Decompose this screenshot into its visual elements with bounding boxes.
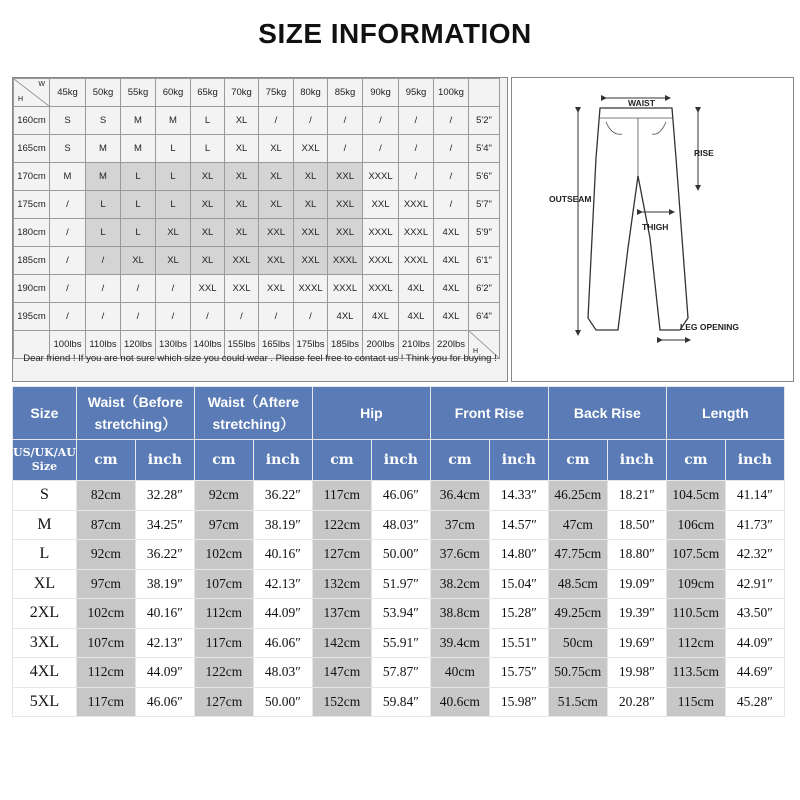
unit-cm-header: cm bbox=[194, 440, 253, 481]
height-label: 170cm bbox=[14, 163, 50, 191]
weight-lbs-header: 165lbs bbox=[259, 331, 294, 359]
size-cell: XL bbox=[156, 247, 191, 275]
height-feet-label: 5'6" bbox=[469, 163, 500, 191]
inch-value: 44.09″ bbox=[725, 628, 784, 658]
size-cell: 4XL bbox=[399, 303, 434, 331]
weight-header: 60kg bbox=[156, 79, 191, 107]
corner-height-label: H bbox=[18, 96, 24, 103]
size-cell: XL bbox=[121, 247, 156, 275]
weight-header: 100kg bbox=[434, 79, 469, 107]
cm-value: 50.75cm bbox=[548, 658, 607, 688]
height-label: 195cm bbox=[14, 303, 50, 331]
height-feet-label: 5'2" bbox=[469, 107, 500, 135]
size-cell: XXL bbox=[328, 163, 363, 191]
column-header: Length bbox=[666, 387, 784, 440]
height-label: 165cm bbox=[14, 135, 50, 163]
size-cell: XXXL bbox=[399, 219, 434, 247]
inch-value: 42.13″ bbox=[135, 628, 194, 658]
inch-value: 40.16″ bbox=[135, 599, 194, 629]
cm-value: 112cm bbox=[666, 628, 725, 658]
height-feet-label: 5'4" bbox=[469, 135, 500, 163]
weight-header: 70kg bbox=[225, 79, 259, 107]
cm-value: 46.25cm bbox=[548, 481, 607, 511]
inch-value: 36.22″ bbox=[253, 481, 312, 511]
weight-header: 65kg bbox=[191, 79, 225, 107]
size-cell: L bbox=[121, 191, 156, 219]
size-label: XL bbox=[13, 569, 77, 599]
size-cell: L bbox=[86, 219, 121, 247]
size-cell: / bbox=[294, 107, 328, 135]
matrix-blank-cell bbox=[469, 79, 500, 107]
cm-value: 102cm bbox=[194, 540, 253, 570]
size-cell: XXL bbox=[328, 191, 363, 219]
matrix-row bbox=[14, 275, 500, 303]
inch-value: 20.28″ bbox=[607, 687, 666, 717]
cm-value: 109cm bbox=[666, 569, 725, 599]
size-cell: XXL bbox=[225, 275, 259, 303]
size-cell: XXXL bbox=[363, 275, 399, 303]
size-cell: XL bbox=[225, 107, 259, 135]
size-cell: / bbox=[399, 107, 434, 135]
size-cell: M bbox=[86, 135, 121, 163]
table-row bbox=[13, 510, 785, 540]
size-cell: XXXL bbox=[294, 275, 328, 303]
weight-lbs-header: 120lbs bbox=[121, 331, 156, 359]
cm-value: 104.5cm bbox=[666, 481, 725, 511]
weight-lbs-header: 210lbs bbox=[399, 331, 434, 359]
cm-value: 107cm bbox=[76, 628, 135, 658]
inch-value: 15.98″ bbox=[489, 687, 548, 717]
height-feet-label: 5'9" bbox=[469, 219, 500, 247]
cm-value: 152cm bbox=[312, 687, 371, 717]
size-cell: / bbox=[50, 275, 86, 303]
rise-label: RISE bbox=[694, 148, 714, 158]
size-cell: S bbox=[86, 107, 121, 135]
size-cell: / bbox=[86, 275, 121, 303]
cm-value: 115cm bbox=[666, 687, 725, 717]
unit-inch-header: inch bbox=[135, 440, 194, 481]
inch-value: 42.91″ bbox=[725, 569, 784, 599]
column-header: Hip bbox=[312, 387, 430, 440]
cm-value: 102cm bbox=[76, 599, 135, 629]
size-cell: XL bbox=[259, 191, 294, 219]
inch-value: 46.06″ bbox=[135, 687, 194, 717]
height-feet-label: 5'7" bbox=[469, 191, 500, 219]
corner-weight-label: W bbox=[38, 81, 45, 88]
pants-measurement-diagram bbox=[511, 77, 794, 382]
cm-value: 97cm bbox=[76, 569, 135, 599]
size-label: 5XL bbox=[13, 687, 77, 717]
size-cell: / bbox=[328, 107, 363, 135]
thigh-label: THIGH bbox=[642, 222, 669, 232]
size-cell: XXL bbox=[294, 247, 328, 275]
size-label: 2XL bbox=[13, 599, 77, 629]
inch-value: 18.21″ bbox=[607, 481, 666, 511]
size-cell: 4XL bbox=[363, 303, 399, 331]
unit-cm-header: cm bbox=[666, 440, 725, 481]
unit-cm-header: cm bbox=[430, 440, 489, 481]
size-cell: XXL bbox=[191, 275, 225, 303]
size-cell: / bbox=[86, 247, 121, 275]
inch-value: 42.13″ bbox=[253, 569, 312, 599]
cm-value: 40cm bbox=[430, 658, 489, 688]
cm-value: 51.5cm bbox=[548, 687, 607, 717]
weight-lbs-header: 200lbs bbox=[363, 331, 399, 359]
size-cell: XL bbox=[259, 135, 294, 163]
page-title: SIZE INFORMATION bbox=[258, 18, 532, 49]
size-cell: / bbox=[294, 303, 328, 331]
weight-lbs-header: 100lbs bbox=[50, 331, 86, 359]
size-cell: M bbox=[86, 163, 121, 191]
inch-value: 15.51″ bbox=[489, 628, 548, 658]
size-cell: S bbox=[50, 107, 86, 135]
inch-value: 48.03″ bbox=[371, 510, 430, 540]
size-cell: / bbox=[434, 135, 469, 163]
size-cell: / bbox=[156, 303, 191, 331]
size-cell: XXL bbox=[294, 219, 328, 247]
size-cell: XXXL bbox=[363, 163, 399, 191]
size-cell: M bbox=[50, 163, 86, 191]
cm-value: 142cm bbox=[312, 628, 371, 658]
size-cell: XL bbox=[191, 247, 225, 275]
size-cell: L bbox=[121, 163, 156, 191]
size-cell: / bbox=[434, 107, 469, 135]
cm-value: 82cm bbox=[76, 481, 135, 511]
size-cell: 4XL bbox=[399, 275, 434, 303]
size-cell: XXL bbox=[294, 135, 328, 163]
cm-value: 113.5cm bbox=[666, 658, 725, 688]
size-cell: M bbox=[156, 107, 191, 135]
size-cell: XL bbox=[191, 191, 225, 219]
weight-header: 80kg bbox=[294, 79, 328, 107]
height-label: 180cm bbox=[14, 219, 50, 247]
cm-value: 47.75cm bbox=[548, 540, 607, 570]
unit-inch-header: inch bbox=[607, 440, 666, 481]
size-cell: XXL bbox=[328, 219, 363, 247]
weight-header: 85kg bbox=[328, 79, 363, 107]
weight-header: 45kg bbox=[50, 79, 86, 107]
size-cell: / bbox=[363, 135, 399, 163]
matrix-row bbox=[14, 163, 500, 191]
size-cell: M bbox=[121, 135, 156, 163]
weight-lbs-header: 155lbs bbox=[225, 331, 259, 359]
cm-value: 38.2cm bbox=[430, 569, 489, 599]
size-cell: / bbox=[50, 247, 86, 275]
column-header: Size bbox=[13, 387, 77, 440]
cm-value: 36.4cm bbox=[430, 481, 489, 511]
size-cell: XL bbox=[225, 163, 259, 191]
contact-note: Dear friend ! If you are not sure which size you could wear . Please feel free to contact us ! Think you for buying ! bbox=[23, 353, 497, 364]
cm-value: 48.5cm bbox=[548, 569, 607, 599]
inch-value: 41.73″ bbox=[725, 510, 784, 540]
cm-value: 47cm bbox=[548, 510, 607, 540]
table-row bbox=[13, 569, 785, 599]
cm-value: 122cm bbox=[194, 658, 253, 688]
size-cell: 4XL bbox=[434, 219, 469, 247]
cm-value: 107.5cm bbox=[666, 540, 725, 570]
size-cell: / bbox=[259, 107, 294, 135]
size-cell: S bbox=[50, 135, 86, 163]
height-label: 190cm bbox=[14, 275, 50, 303]
height-feet-label: 6'4" bbox=[469, 303, 500, 331]
size-cell: XXXL bbox=[363, 219, 399, 247]
inch-value: 32.28″ bbox=[135, 481, 194, 511]
size-cell: XXXL bbox=[399, 247, 434, 275]
inch-value: 53.94″ bbox=[371, 599, 430, 629]
size-matrix bbox=[13, 78, 500, 359]
size-table-unit-row bbox=[13, 440, 785, 481]
size-cell: 4XL bbox=[434, 247, 469, 275]
inch-value: 34.25″ bbox=[135, 510, 194, 540]
inch-value: 15.28″ bbox=[489, 599, 548, 629]
size-cell: L bbox=[156, 163, 191, 191]
matrix-row bbox=[14, 191, 500, 219]
size-label: S bbox=[13, 481, 77, 511]
size-cell: / bbox=[328, 135, 363, 163]
size-cell: XL bbox=[191, 219, 225, 247]
size-table-header-row bbox=[13, 387, 785, 440]
inch-value: 51.97″ bbox=[371, 569, 430, 599]
column-header: Waist（Before stretching） bbox=[76, 387, 194, 440]
table-row bbox=[13, 628, 785, 658]
cm-value: 132cm bbox=[312, 569, 371, 599]
size-cell: XL bbox=[156, 219, 191, 247]
weight-lbs-header: 110lbs bbox=[86, 331, 121, 359]
cm-value: 107cm bbox=[194, 569, 253, 599]
size-cell: / bbox=[50, 303, 86, 331]
unit-inch-header: inch bbox=[725, 440, 784, 481]
size-cell: XXL bbox=[259, 275, 294, 303]
size-cell: 4XL bbox=[434, 303, 469, 331]
size-cell: XL bbox=[191, 163, 225, 191]
weight-header: 90kg bbox=[363, 79, 399, 107]
size-cell: XXL bbox=[259, 219, 294, 247]
size-label: 4XL bbox=[13, 658, 77, 688]
weight-lbs-header: 175lbs bbox=[294, 331, 328, 359]
inch-value: 59.84″ bbox=[371, 687, 430, 717]
matrix-row bbox=[14, 303, 500, 331]
weight-lbs-header: 130lbs bbox=[156, 331, 191, 359]
cm-value: 92cm bbox=[76, 540, 135, 570]
inch-value: 19.98″ bbox=[607, 658, 666, 688]
unit-inch-header: inch bbox=[253, 440, 312, 481]
size-cell: / bbox=[399, 163, 434, 191]
inch-value: 18.80″ bbox=[607, 540, 666, 570]
cm-value: 112cm bbox=[76, 658, 135, 688]
size-cell: / bbox=[434, 191, 469, 219]
size-cell: XL bbox=[259, 163, 294, 191]
height-label: 185cm bbox=[14, 247, 50, 275]
size-cell: L bbox=[121, 219, 156, 247]
cm-value: 117cm bbox=[76, 687, 135, 717]
inch-value: 50.00″ bbox=[253, 687, 312, 717]
cm-value: 106cm bbox=[666, 510, 725, 540]
size-cell: XL bbox=[225, 219, 259, 247]
inch-value: 19.09″ bbox=[607, 569, 666, 599]
weight-lbs-header: 185lbs bbox=[328, 331, 363, 359]
matrix-row bbox=[14, 135, 500, 163]
matrix-header-row bbox=[14, 79, 500, 107]
inch-value: 44.09″ bbox=[253, 599, 312, 629]
cm-value: 137cm bbox=[312, 599, 371, 629]
cm-value: 49.25cm bbox=[548, 599, 607, 629]
cm-value: 127cm bbox=[312, 540, 371, 570]
size-region-header: US/UK/AU Size bbox=[13, 440, 77, 481]
size-cell: XL bbox=[225, 135, 259, 163]
inch-value: 40.16″ bbox=[253, 540, 312, 570]
size-label: M bbox=[13, 510, 77, 540]
waist-label: WAIST bbox=[628, 98, 655, 108]
inch-value: 14.33″ bbox=[489, 481, 548, 511]
size-cell: / bbox=[225, 303, 259, 331]
cm-value: 40.6cm bbox=[430, 687, 489, 717]
size-cell: / bbox=[259, 303, 294, 331]
size-cell: XXXL bbox=[363, 247, 399, 275]
corner-bottom-label: H bbox=[473, 348, 479, 355]
inch-value: 36.22″ bbox=[135, 540, 194, 570]
cm-value: 37.6cm bbox=[430, 540, 489, 570]
size-cell: / bbox=[156, 275, 191, 303]
cm-value: 87cm bbox=[76, 510, 135, 540]
cm-value: 38.8cm bbox=[430, 599, 489, 629]
weight-header: 75kg bbox=[259, 79, 294, 107]
table-row bbox=[13, 481, 785, 511]
size-cell: XL bbox=[225, 191, 259, 219]
cm-value: 92cm bbox=[194, 481, 253, 511]
size-cell: L bbox=[86, 191, 121, 219]
matrix-corner-cell bbox=[14, 79, 50, 107]
leg-opening-label: LEG OPENING bbox=[680, 322, 740, 332]
matrix-row bbox=[14, 247, 500, 275]
column-header: Waist（Aftere stretching） bbox=[194, 387, 312, 440]
size-cell: L bbox=[191, 107, 225, 135]
cm-value: 50cm bbox=[548, 628, 607, 658]
inch-value: 15.75″ bbox=[489, 658, 548, 688]
size-cell: / bbox=[434, 163, 469, 191]
size-cell: XXXL bbox=[328, 275, 363, 303]
height-label: 160cm bbox=[14, 107, 50, 135]
height-feet-label: 6'1" bbox=[469, 247, 500, 275]
size-cell: L bbox=[156, 191, 191, 219]
inch-value: 57.87″ bbox=[371, 658, 430, 688]
size-cell: XL bbox=[294, 163, 328, 191]
unit-inch-header: inch bbox=[371, 440, 430, 481]
column-header: Back Rise bbox=[548, 387, 666, 440]
inch-value: 45.28″ bbox=[725, 687, 784, 717]
height-feet-label: 6'2" bbox=[469, 275, 500, 303]
size-cell: XL bbox=[294, 191, 328, 219]
inch-value: 42.32″ bbox=[725, 540, 784, 570]
inch-value: 19.69″ bbox=[607, 628, 666, 658]
size-label: L bbox=[13, 540, 77, 570]
inch-value: 38.19″ bbox=[253, 510, 312, 540]
cm-value: 117cm bbox=[194, 628, 253, 658]
matrix-row bbox=[14, 219, 500, 247]
inch-value: 38.19″ bbox=[135, 569, 194, 599]
size-cell: XXXL bbox=[328, 247, 363, 275]
unit-cm-header: cm bbox=[76, 440, 135, 481]
inch-value: 14.80″ bbox=[489, 540, 548, 570]
size-cell: / bbox=[50, 191, 86, 219]
size-cell: 4XL bbox=[434, 275, 469, 303]
inch-value: 15.04″ bbox=[489, 569, 548, 599]
cm-value: 37cm bbox=[430, 510, 489, 540]
size-cell: / bbox=[121, 303, 156, 331]
cm-value: 97cm bbox=[194, 510, 253, 540]
size-cell: XXXL bbox=[399, 191, 434, 219]
table-row bbox=[13, 658, 785, 688]
table-row bbox=[13, 540, 785, 570]
cm-value: 112cm bbox=[194, 599, 253, 629]
weight-header: 55kg bbox=[121, 79, 156, 107]
inch-value: 43.50″ bbox=[725, 599, 784, 629]
size-cell: XXL bbox=[363, 191, 399, 219]
weight-lbs-header: 140lbs bbox=[191, 331, 225, 359]
inch-value: 46.06″ bbox=[371, 481, 430, 511]
size-cell: L bbox=[156, 135, 191, 163]
unit-cm-header: cm bbox=[312, 440, 371, 481]
size-cell: / bbox=[399, 135, 434, 163]
inch-value: 14.57″ bbox=[489, 510, 548, 540]
size-label: 3XL bbox=[13, 628, 77, 658]
size-cell: / bbox=[121, 275, 156, 303]
size-cell: / bbox=[191, 303, 225, 331]
inch-value: 41.14″ bbox=[725, 481, 784, 511]
size-cell: 4XL bbox=[328, 303, 363, 331]
weight-header: 95kg bbox=[399, 79, 434, 107]
cm-value: 147cm bbox=[312, 658, 371, 688]
unit-inch-header: inch bbox=[489, 440, 548, 481]
size-measurement-table bbox=[12, 386, 785, 717]
cm-value: 127cm bbox=[194, 687, 253, 717]
outseam-label: OUTSEAM bbox=[549, 194, 592, 204]
inch-value: 55.91″ bbox=[371, 628, 430, 658]
weight-lbs-header: 220lbs bbox=[434, 331, 469, 359]
inch-value: 44.09″ bbox=[135, 658, 194, 688]
matrix-row bbox=[14, 107, 500, 135]
inch-value: 19.39″ bbox=[607, 599, 666, 629]
size-cell: XXL bbox=[225, 247, 259, 275]
table-row bbox=[13, 687, 785, 717]
size-matrix-panel bbox=[12, 77, 508, 382]
cm-value: 117cm bbox=[312, 481, 371, 511]
inch-value: 18.50″ bbox=[607, 510, 666, 540]
weight-header: 50kg bbox=[86, 79, 121, 107]
size-cell: L bbox=[191, 135, 225, 163]
unit-cm-header: cm bbox=[548, 440, 607, 481]
column-header: Front Rise bbox=[430, 387, 548, 440]
inch-value: 46.06″ bbox=[253, 628, 312, 658]
size-cell: / bbox=[50, 219, 86, 247]
cm-value: 39.4cm bbox=[430, 628, 489, 658]
size-cell: / bbox=[363, 107, 399, 135]
inch-value: 48.03″ bbox=[253, 658, 312, 688]
table-row bbox=[13, 599, 785, 629]
cm-value: 110.5cm bbox=[666, 599, 725, 629]
size-cell: XXL bbox=[259, 247, 294, 275]
cm-value: 122cm bbox=[312, 510, 371, 540]
size-cell: / bbox=[86, 303, 121, 331]
inch-value: 44.69″ bbox=[725, 658, 784, 688]
height-label: 175cm bbox=[14, 191, 50, 219]
size-cell: M bbox=[121, 107, 156, 135]
inch-value: 50.00″ bbox=[371, 540, 430, 570]
